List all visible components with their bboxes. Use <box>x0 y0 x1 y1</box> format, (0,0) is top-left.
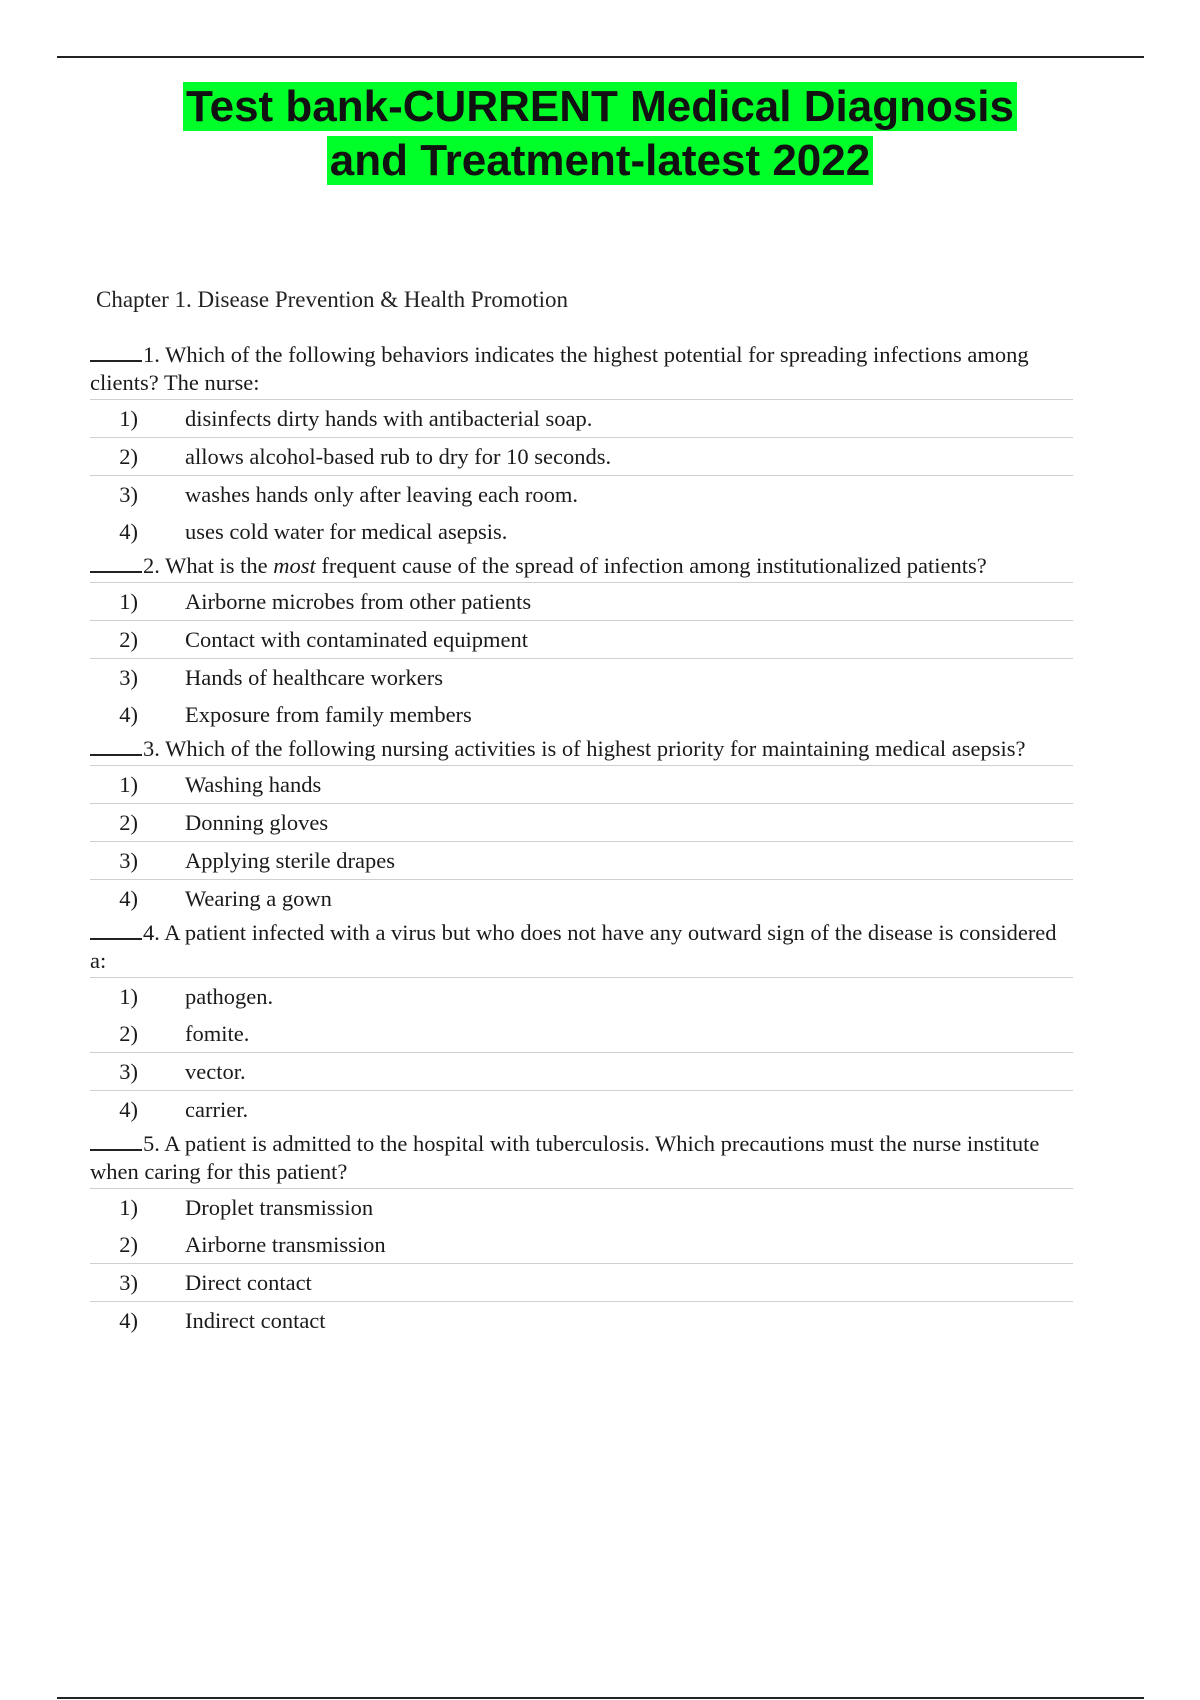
answer-option <box>90 1015 1073 1052</box>
option-list <box>90 399 1073 550</box>
answer-option <box>90 803 1073 841</box>
option-list <box>90 582 1073 733</box>
answer-option <box>90 841 1073 879</box>
answer-option <box>90 513 1073 550</box>
option-number: 1) <box>119 771 138 797</box>
option-text: Washing hands <box>185 771 322 797</box>
option-number: 3) <box>119 1269 138 1295</box>
option-number: 1) <box>119 1194 138 1220</box>
question-text-rest: frequent cause of the spread of infection among institutionalized patients? <box>315 553 987 578</box>
answer-option <box>90 977 1073 1015</box>
option-text: Applying sterile drapes <box>185 847 395 873</box>
option-text: Direct contact <box>185 1269 312 1295</box>
answer-option <box>90 437 1073 475</box>
option-text: Airborne transmission <box>185 1231 386 1257</box>
option-text: Indirect contact <box>185 1307 326 1333</box>
question-stem <box>90 552 1073 580</box>
option-number: 3) <box>119 1058 138 1084</box>
question-block <box>90 1130 1073 1339</box>
option-number: 2) <box>119 1020 138 1046</box>
answer-option <box>90 1301 1073 1339</box>
answer-blank <box>90 359 142 362</box>
question-emphasis: most <box>273 553 316 578</box>
answer-option <box>90 658 1073 696</box>
option-number: 3) <box>119 481 138 507</box>
option-list <box>90 1188 1073 1339</box>
question-stem <box>90 735 1073 763</box>
document-title <box>0 80 1200 188</box>
answer-blank <box>90 937 142 940</box>
answer-option <box>90 879 1073 917</box>
option-number: 4) <box>119 701 138 727</box>
top-rule <box>57 56 1144 58</box>
question-text: 1. Which of the following behaviors indicates the highest potential for spreading infections among clients? The nurse: <box>90 342 1029 395</box>
option-text: uses cold water for medical asepsis. <box>185 518 508 544</box>
bottom-rule <box>57 1697 1144 1699</box>
question-stem <box>90 341 1073 397</box>
question-text: 4. A patient infected with a virus but who does not have any outward sign of the disease is considered a: <box>90 920 1057 973</box>
option-number: 2) <box>119 443 138 469</box>
answer-blank <box>90 570 142 573</box>
option-text: fomite. <box>185 1020 250 1046</box>
answer-option <box>90 696 1073 733</box>
option-number: 3) <box>119 847 138 873</box>
option-text: vector. <box>185 1058 246 1084</box>
option-text: Droplet transmission <box>185 1194 374 1220</box>
answer-option <box>90 765 1073 803</box>
option-number: 1) <box>119 588 138 614</box>
option-text: Wearing a gown <box>185 885 332 911</box>
option-number: 4) <box>119 885 138 911</box>
option-list <box>90 977 1073 1128</box>
option-text: disinfects dirty hands with antibacterial soap. <box>185 405 593 431</box>
question-text: 2. What is the <box>143 553 274 578</box>
question-stem <box>90 919 1073 975</box>
answer-option <box>90 1263 1073 1301</box>
option-number: 2) <box>119 1231 138 1257</box>
option-number: 4) <box>119 518 138 544</box>
answer-option <box>90 1188 1073 1226</box>
option-text: Airborne microbes from other patients <box>185 588 532 614</box>
answer-blank <box>90 1148 142 1151</box>
option-number: 3) <box>119 664 138 690</box>
option-list <box>90 765 1073 917</box>
question-block <box>90 919 1073 1128</box>
option-text: Hands of healthcare workers <box>185 664 444 690</box>
title-line-1: Test bank-CURRENT Medical Diagnosis <box>183 82 1017 131</box>
option-number: 2) <box>119 809 138 835</box>
title-line-2: and Treatment-latest 2022 <box>327 136 873 185</box>
option-text: Donning gloves <box>185 809 329 835</box>
option-text: allows alcohol-based rub to dry for 10 seconds. <box>185 443 612 469</box>
option-text: washes hands only after leaving each room. <box>185 481 578 507</box>
answer-option <box>90 475 1073 513</box>
question-block <box>90 735 1073 917</box>
question-stem <box>90 1130 1073 1186</box>
question-text: 3. Which of the following nursing activities is of highest priority for maintaining medical asepsis? <box>143 736 1026 761</box>
option-text: pathogen. <box>185 983 274 1009</box>
answer-option <box>90 399 1073 437</box>
option-number: 1) <box>119 983 138 1009</box>
answer-option <box>90 620 1073 658</box>
option-number: 4) <box>119 1307 138 1333</box>
question-block <box>90 552 1073 733</box>
answer-option <box>90 1052 1073 1090</box>
option-text: Exposure from family members <box>185 701 472 727</box>
chapter-heading: Chapter 1. Disease Prevention & Health Promotion <box>96 287 569 312</box>
option-number: 1) <box>119 405 138 431</box>
question-block <box>90 341 1073 550</box>
answer-option <box>90 582 1073 620</box>
option-text: Contact with contaminated equipment <box>185 626 529 652</box>
option-text: carrier. <box>185 1096 249 1122</box>
question-text: 5. A patient is admitted to the hospital with tuberculosis. Which precautions must the nurse institute when caring for this patient? <box>90 1131 1040 1184</box>
option-number: 4) <box>119 1096 138 1122</box>
answer-option <box>90 1226 1073 1263</box>
answer-blank <box>90 753 142 756</box>
question-list <box>90 341 1073 1341</box>
answer-option <box>90 1090 1073 1128</box>
option-number: 2) <box>119 626 138 652</box>
